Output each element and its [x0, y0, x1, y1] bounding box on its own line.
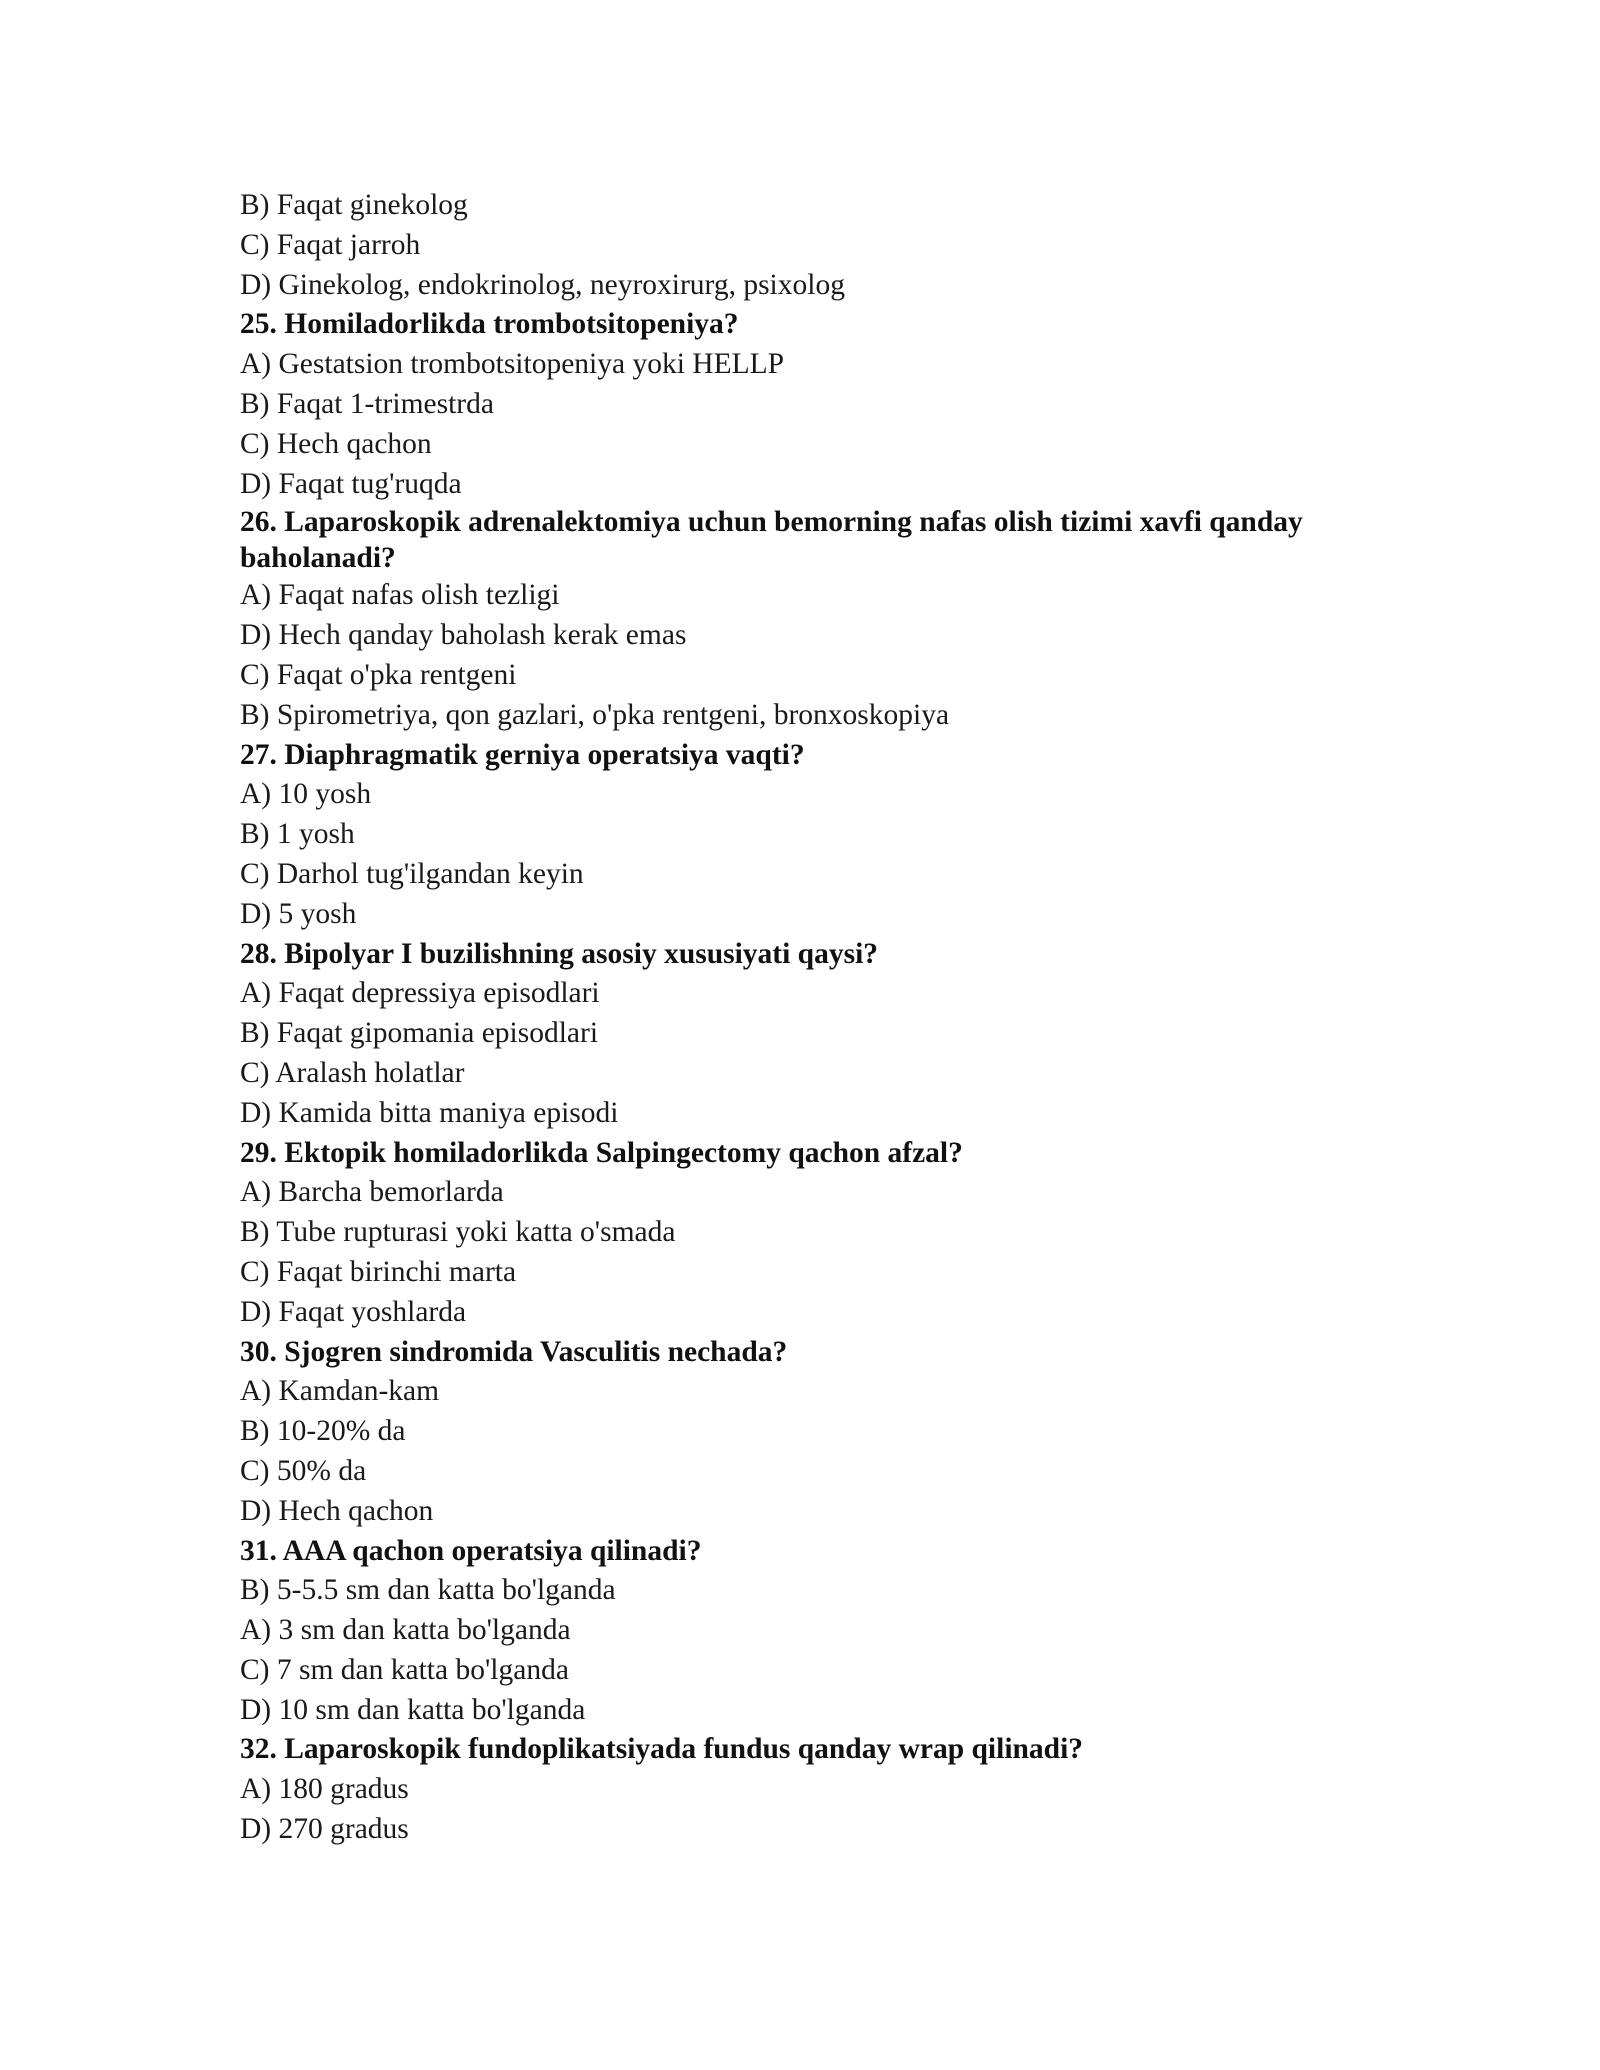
answer-option: B) 5-5.5 sm dan katta bo'lganda — [240, 1574, 616, 1607]
answer-option: D) Ginekolog, endokrinolog, neyroxirurg, psixolog — [240, 268, 845, 301]
answer-option: C) Faqat birinchi marta — [240, 1255, 517, 1288]
answer-option: A) Kamdan-kam — [240, 1375, 440, 1408]
answer-option: D) Faqat tug'ruqda — [240, 467, 462, 500]
answer-option: C) 7 sm dan katta bo'lganda — [240, 1653, 569, 1686]
answer-option: B) Tube rupturasi yoki katta o'smada — [240, 1216, 676, 1249]
answer-option: D) Kamida bitta maniya episodi — [240, 1096, 619, 1129]
answer-option: D) Hech qanday baholash kerak emas — [240, 619, 687, 652]
answer-option: A) Faqat nafas olish tezligi — [240, 579, 560, 612]
answer-option: A) Barcha bemorlarda — [240, 1176, 504, 1209]
question-heading: 31. AAA qachon operatsiya qilinadi? — [240, 1534, 702, 1567]
answer-option: D) Hech qachon — [240, 1494, 434, 1527]
answer-option: C) Darhol tug'ilgandan keyin — [240, 857, 584, 890]
question-heading: 30. Sjogren sindromida Vasculitis nechada? — [240, 1335, 788, 1368]
answer-option: B) Spirometriya, qon gazlari, o'pka rentgeni, bronxoskopiya — [240, 698, 950, 731]
answer-option: B) Faqat gipomania episodlari — [240, 1017, 599, 1050]
question-heading: 29. Ektopik homiladorlikda Salpingectomy qachon afzal? — [240, 1136, 963, 1169]
answer-option: C) Hech qachon — [240, 427, 432, 460]
question-heading: 27. Diaphragmatik gerniya operatsiya vaqti? — [240, 738, 805, 771]
answer-option: D) 10 sm dan katta bo'lganda — [240, 1693, 586, 1726]
answer-option: C) Aralash holatlar — [240, 1056, 465, 1089]
answer-option: D) 5 yosh — [240, 897, 357, 930]
answer-option: A) Faqat depressiya episodlari — [240, 977, 600, 1010]
question-heading: 32. Laparoskopik fundoplikatsiyada fundus qanday wrap qilinadi? — [240, 1733, 1084, 1766]
answer-option: C) Faqat jarroh — [240, 228, 421, 261]
answer-option: C) 50% da — [240, 1454, 367, 1487]
answer-option: B) Faqat 1-trimestrda — [240, 387, 494, 420]
document-page — [240, 186, 1380, 1850]
answer-option: D) 270 gradus — [240, 1813, 409, 1846]
answer-option: A) 10 yosh — [240, 778, 372, 811]
answer-option: B) Faqat ginekolog — [240, 189, 468, 221]
answer-option: D) Faqat yoshlarda — [240, 1295, 467, 1328]
answer-option: A) 3 sm dan katta bo'lganda — [240, 1614, 571, 1647]
question-heading: 25. Homiladorlikda trombotsitopeniya? — [240, 308, 739, 341]
answer-option: B) 10-20% da — [240, 1415, 406, 1448]
answer-option: A) 180 gradus — [240, 1773, 409, 1806]
question-heading: 28. Bipolyar I buzilishning asosiy xususiyati qaysi? — [240, 937, 879, 970]
answer-option: B) 1 yosh — [240, 818, 355, 851]
question-heading: 26. Laparoskopik adrenalektomiya uchun bemorning nafas olish tizimi xavfi qanday baholanadi? — [240, 506, 1303, 575]
answer-option: A) Gestatsion trombotsitopeniya yoki HELLP — [240, 348, 785, 381]
answer-option: C) Faqat o'pka rentgeni — [240, 658, 517, 691]
